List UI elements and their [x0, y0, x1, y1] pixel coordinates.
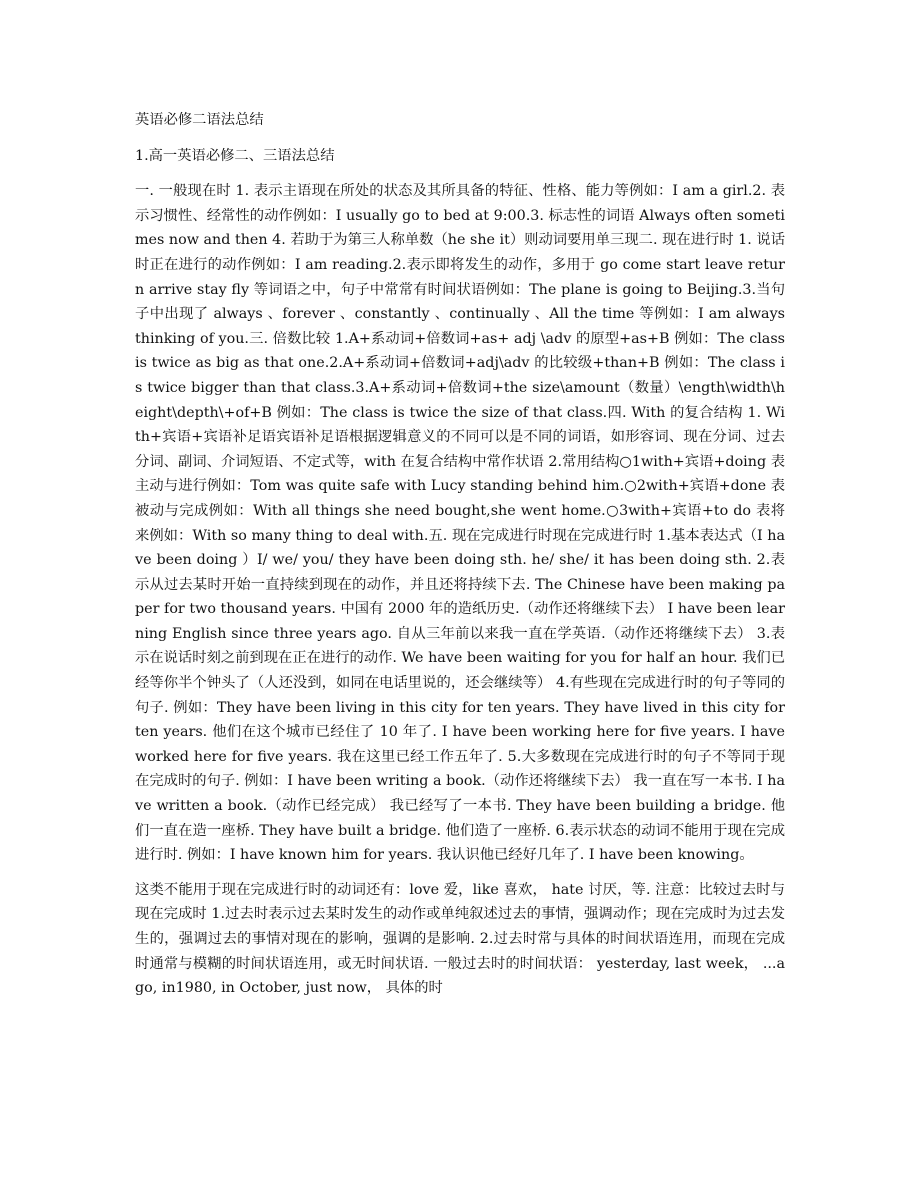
document-title: 英语必修二语法总结 — [135, 112, 264, 128]
document-page — [135, 108, 785, 1011]
document-subtitle: 1.高一英语必修二、三语法总结 — [135, 147, 335, 164]
paragraph-grammar-summary: 一. 一般现在时 1. 表示主语现在所处的状态及其所具备的特征、性格、能力等例如：I am a girl.2. 表示习惯性、经常性的动作例如：I usually go to bed at 9:00.3. 标志性的词语 Always often sometimes now and then 4. 若助于为第三人称单数（he she it）则动词要用单三现二. 现在进行时 1. 说话时正在进行的动作例如：I am reading.2.表示即将发生的动作，多用于 go come start leave return arrive stay fly 等词语之中，句子中常常有时间状语例如：The plane is going to Beijing.3.当句子中出现了 always 、forever 、constantly 、continually 、All the time 等例如：I am always thinking of you.三. 倍数比较 1.A+系动词+倍数词+as+ adj \adv 的原型+as+B 例如：The class is twice as big as that one.2.A+系动词+倍数词+adj\adv 的比较级+than+B 例如：The class is twice bigger than that class.3.A+系动词+倍数词+the size\amount（数量）\ength\width\height\depth\+of+B 例如：The class is twice the size of that class.四. With 的复合结构 1. With+宾语+宾语补足语宾语补足语根据逻辑意义的不同可以是不同的词语，如形容词、现在分词、过去分词、副词、介词短语、不定式等，with 在复合结构中常作状语 2.常用结构○1with+宾语+doing 表主动与进行例如：Tom was quite safe with Lucy standing behind him.○2with+宾语+done 表被动与完成例如：With all things she need bought,she went home.○3with+宾语+to do 表将来例如：With so many thing to deal with.五. 现在完成进行时现在完成进行时 1.基本表达式（I have been doing ）I/ we/ you/ they have been doing sth. he/ she/ it has been doing sth. 2.表示从过去某时开始一直持续到现在的动作，并且还将持续下去. The Chinese have been making paper for two thousand years. 中国有 2000 年的造纸历史.（动作还将继续下去） I have been learning English since three years ago. 自从三年前以来我一直在学英语.（动作还将继续下去） 3.表示在说话时刻之前到现在正在进行的动作. We have been waiting for you for half an hour. 我们已经等你半个钟头了（人还没到，如同在电话里说的，还会继续等） 4.有些现在完成进行时的句子等同的句子. 例如：They have been living in this city for ten years. They have lived in this city for ten years. 他们在这个城市已经住了 10 年了. I have been working here for five years. I have worked here for five years. 我在这里已经工作五年了. 5.大多数现在完成进行时的句子不等同于现在完成时的句子. 例如：I have been writing a book.（动作还将继续下去） 我一直在写一本书. I have written a book.（动作已经完成） 我已经写了一本书. They have been building a bridge. 他们一直在造一座桥. They have built a bridge. 他们造了一座桥. 6.表示状态的动词不能用于现在完成进行时. 例如：I have known him for years. 我认识他已经好几年了. I have been knowing。 — [135, 183, 785, 864]
paragraph-tense-comparison: 这类不能用于现在完成进行时的动词还有：love 爱，like 喜欢， hate 讨厌，等. 注意：比较过去时与现在完成时 1.过去时表示过去某时发生的动作或单纯叙述过去的事情，强调动作；现在完成时为过去发生的，强调过去的事情对现在的影响，强调的是影响. 2.过去时常与具体的时间状语连用，而现在完成时通常与模糊的时间状语连用，或无时间状语. 一般过去时的时间状语： yesterday, last week， ...ago, in1980, in October, just now， 具体的时 — [135, 881, 785, 997]
